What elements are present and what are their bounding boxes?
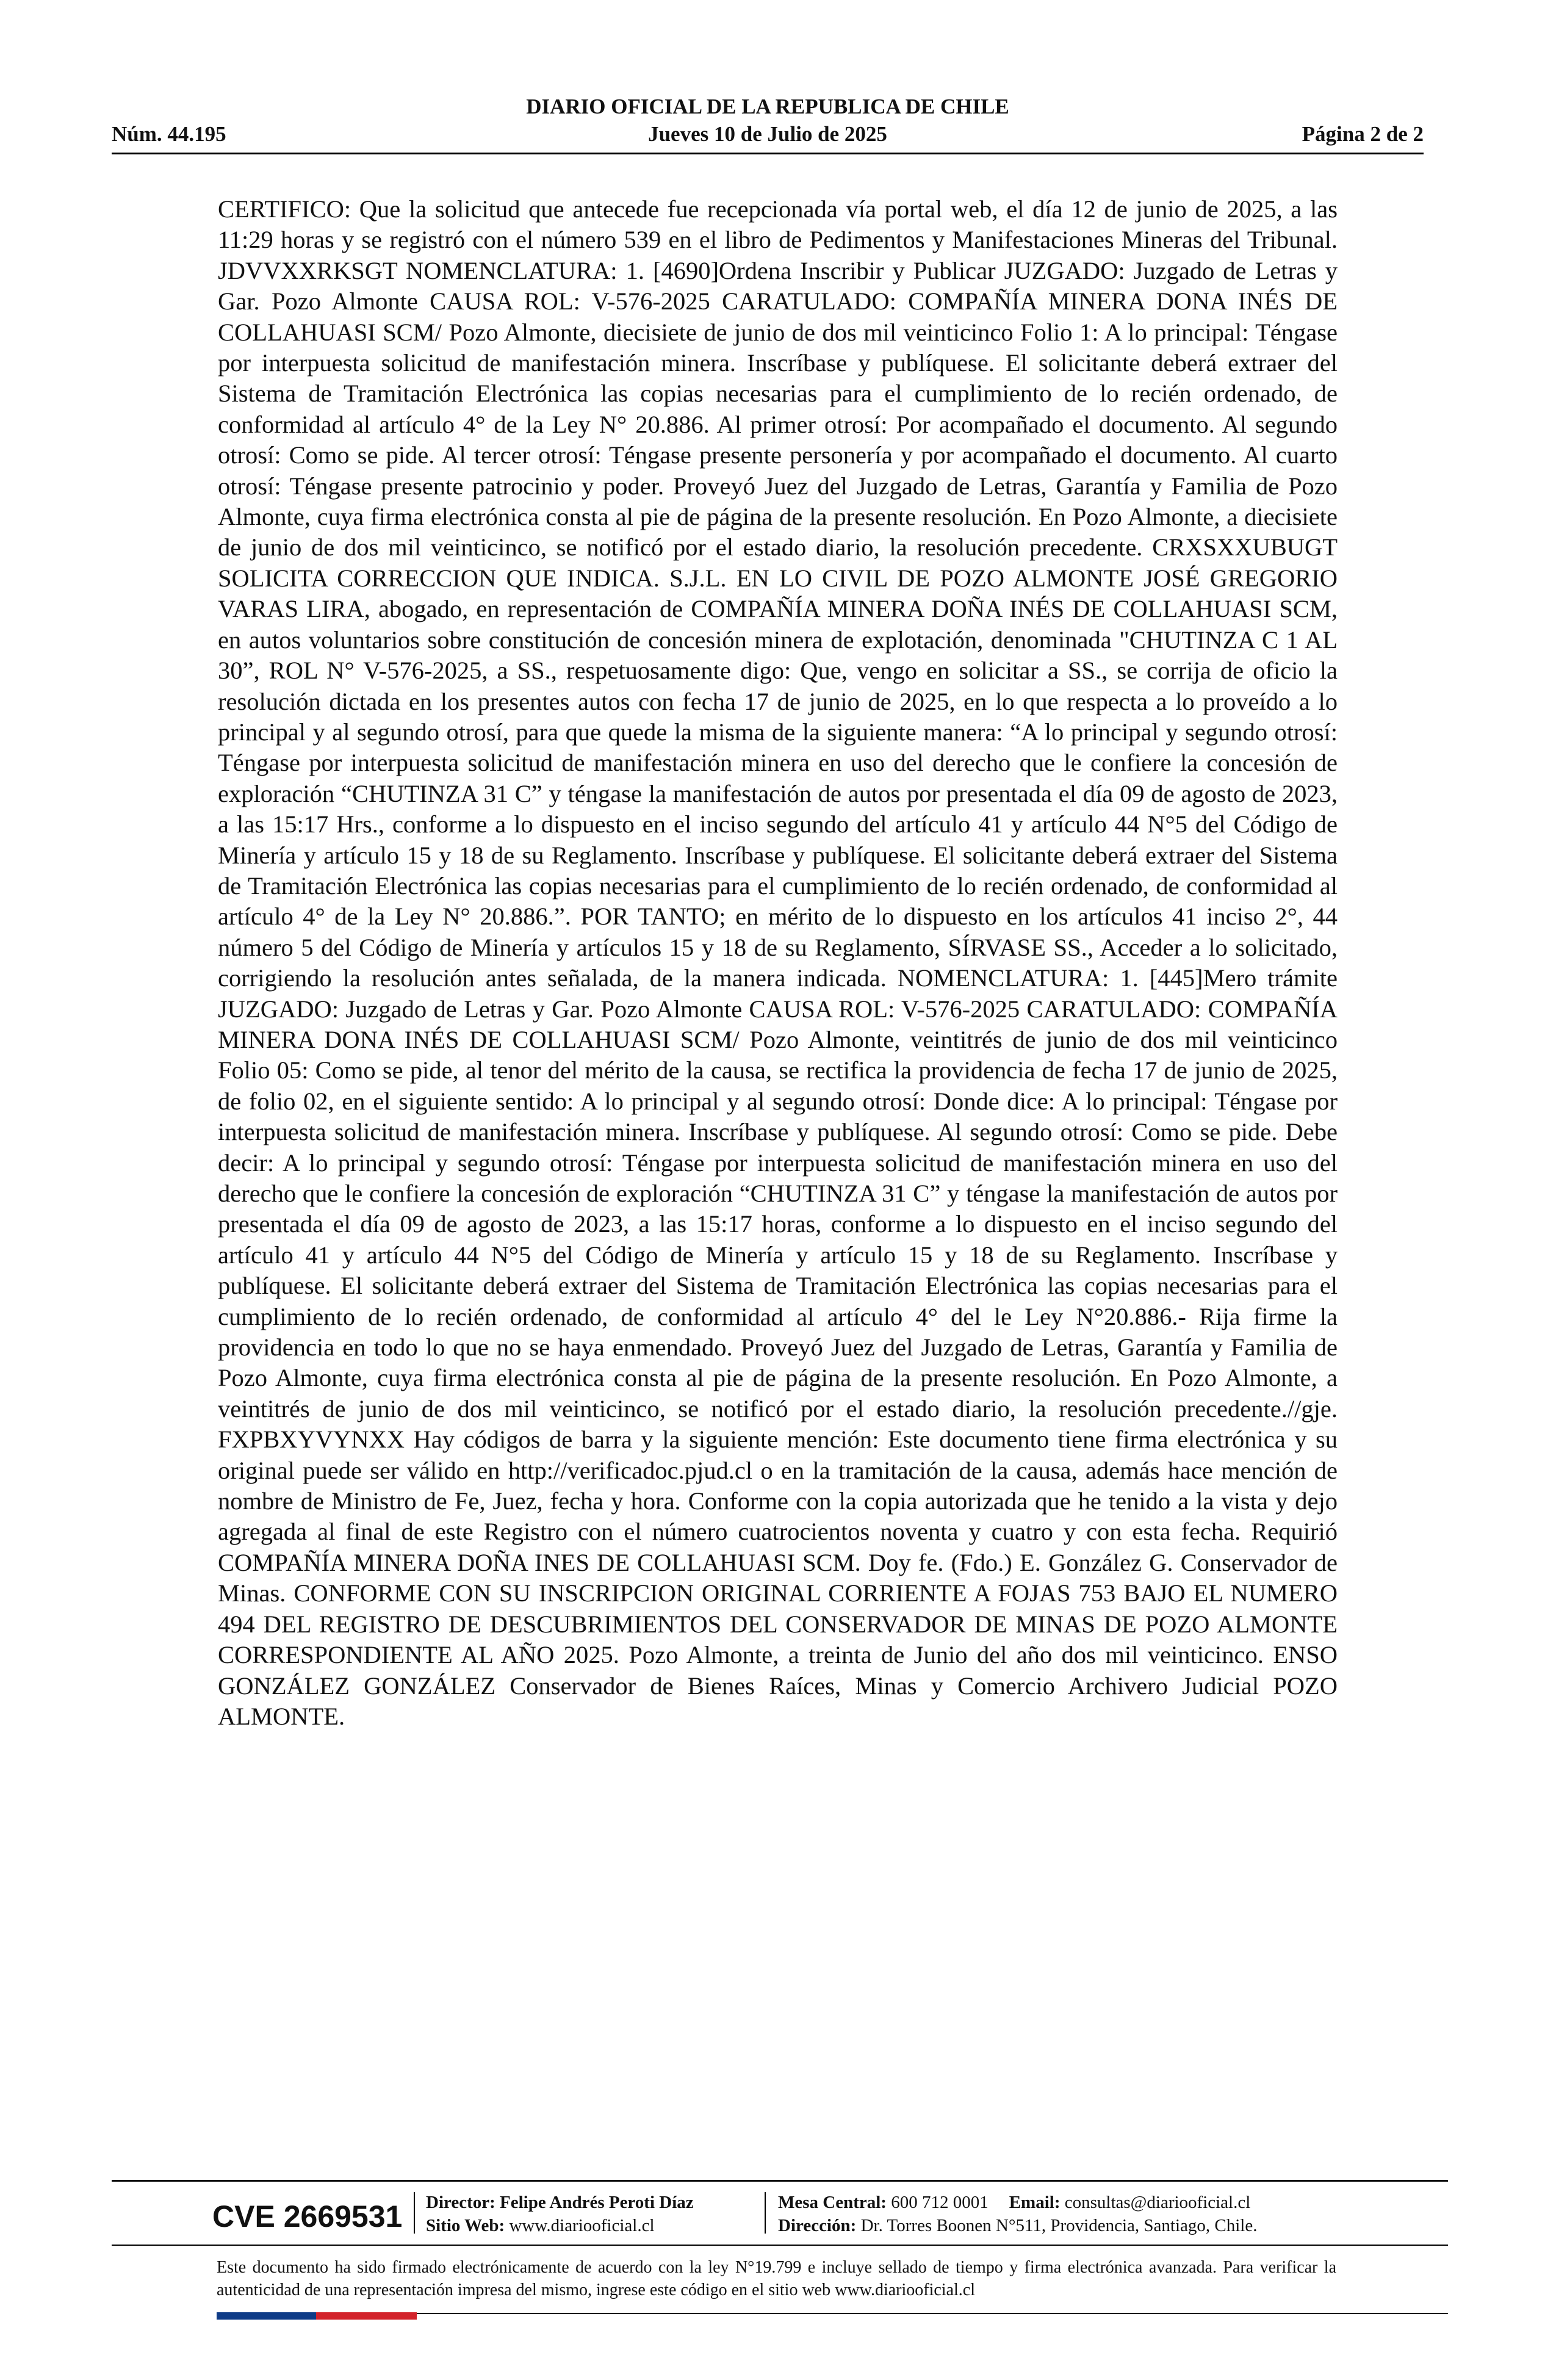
footer-director-block	[426, 2191, 694, 2237]
footer-middle-divider	[112, 2245, 1448, 2246]
newspaper-title: DIARIO OFICIAL DE LA REPUBLICA DE CHILE	[526, 95, 1009, 118]
brand-bar-red	[316, 2312, 417, 2320]
email-link[interactable]: consultas@diariooficial.cl	[1064, 2193, 1251, 2212]
footer-bottom-divider	[417, 2313, 1448, 2314]
director-label: Director:	[426, 2193, 495, 2212]
issue-date: Jueves 10 de Julio de 2025	[648, 122, 887, 146]
header-info-row	[112, 121, 1424, 147]
address-value: Dr. Torres Boonen N°511, Providencia, Santiago, Chile.	[860, 2216, 1258, 2235]
page-indicator: Página 2 de 2	[1302, 122, 1424, 146]
cve-code: CVE 2669531	[212, 2199, 403, 2234]
issue-number: Núm. 44.195	[112, 122, 226, 146]
phone-number: 600 712 0001	[891, 2193, 989, 2212]
website-label: Sitio Web:	[426, 2216, 505, 2235]
page-header	[112, 95, 1424, 156]
footer-separator	[414, 2192, 415, 2234]
footer-top-divider	[112, 2180, 1448, 2182]
page-footer	[112, 2180, 1448, 2363]
footer-separator	[765, 2192, 766, 2234]
website-link[interactable]: www.diariooficial.cl	[509, 2216, 655, 2235]
header-divider	[112, 153, 1424, 154]
address-label: Dirección:	[778, 2216, 857, 2235]
publication-body: CERTIFICO: Que la solicitud que antecede fue recepcionada vía portal web, el día 12 de junio de 2025, a las 11:29 horas y se registró con el número 539 en el libro de Pedimentos y Manifestaciones Mineras del Tribunal. JDVVXXRKSGT NOMENCLATURA: 1. [4690]Ordena Inscribir y Publicar JUZGADO: Juzgado de Letras y Gar. Pozo Almonte CAUSA ROL: V-576-2025 CARATULADO: COMPAÑÍA MINERA DONA INÉS DE COLLAHUASI SCM/ Pozo Almonte, diecisiete de junio de dos mil veinticinco Folio 1: A lo principal: Téngase por interpuesta solicitud de manifestación minera. Inscríbase y publíquese. El solicitante deberá extraer del Sistema de Tramitación Electrónica las copias necesarias para el cumplimiento de lo recién ordenado, de conformidad al artículo 4° de la Ley N° 20.886. Al primer otrosí: Por acompañado el documento. Al segundo otrosí: Como se pide. Al tercer otrosí: Téngase presente personería y por acompañado el documento. Al cuarto otrosí: Téngase presente patrocinio y poder. Proveyó Juez del Juzgado de Letras, Garantía y Familia de Pozo Almonte, cuya firma electrónica consta al pie de página de la presente resolución. En Pozo Almonte, a diecisiete de junio de dos mil veinticinco, se notificó por el estado diario, la resolución precedente. CRXSXXUBUGT SOLICITA CORRECCION QUE INDICA. S.J.L. EN LO CIVIL DE POZO ALMONTE JOSÉ GREGORIO VARAS LIRA, abogado, en representación de COMPAÑÍA MINERA DOÑA INÉS DE COLLAHUASI SCM, en autos voluntarios sobre constitución de concesión minera de explotación, denominada "CHUTINZA C 1 AL 30”, ROL N° V-576-2025, a SS., respetuosamente digo: Que, vengo en solicitar a SS., se corrija de oficio la resolución dictada en los presentes autos con fecha 17 de junio de 2025, en lo que respecta a lo proveído a lo principal y al segundo otrosí, para que quede la misma de la siguiente manera: “A lo principal y segundo otrosí: Téngase por interpuesta solicitud de manifestación minera en uso del derecho que le confiere la concesión de exploración “CHUTINZA 31 C” y téngase la manifestación de autos por presentada el día 09 de agosto de 2023, a las 15:17 Hrs., conforme a lo dispuesto en el inciso segundo del artículo 41 y artículo 44 N°5 del Código de Minería y artículo 15 y 18 de su Reglamento. Inscríbase y publíquese. El solicitante deberá extraer del Sistema de Tramitación Electrónica las copias necesarias para el cumplimiento de lo recién ordenado, de conformidad al artículo 4° de la Ley N° 20.886.”. POR TANTO; en mérito de lo dispuesto en los artículos 41 inciso 2°, 44 número 5 del Código de Minería y artículos 15 y 18 de su Reglamento, SÍRVASE SS., Acceder a lo solicitado, corrigiendo la resolución antes señalada, de la manera indicada. NOMENCLATURA: 1. [445]Mero trámite JUZGADO: Juzgado de Letras y Gar. Pozo Almonte CAUSA ROL: V-576-2025 CARATULADO: COMPAÑÍA MINERA DONA INÉS DE COLLAHUASI SCM/ Pozo Almonte, veintitrés de junio de dos mil veinticinco Folio 05: Como se pide, al tenor del mérito de la causa, se rectifica la providencia de fecha 17 de junio de 2025, de folio 02, en el siguiente sentido: A lo principal y al segundo otrosí: Donde dice: A lo principal: Téngase por interpuesta solicitud de manifestación minera. Inscríbase y publíquese. Al segundo otrosí: Como se pide. Debe decir: A lo principal y segundo otrosí: Téngase por interpuesta solicitud de manifestación minera en uso del derecho que le confiere la concesión de exploración “CHUTINZA 31 C” y téngase la manifestación de autos por presentada el día 09 de agosto de 2023, a las 15:17 horas, conforme a lo dispuesto en el inciso segundo del artículo 41 y artículo 44 N°5 del Código de Minería y artículo 15 y 18 de su Reglamento. Inscríbase y publíquese. El solicitante deberá extraer del Sistema de Tramitación Electrónica las copias necesarias para el cumplimiento de lo recién ordenado, de conformidad al artículo 4° del le Ley N°20.886.- Rija firme la providencia en todo lo que no se haya enmendado. Proveyó Juez del Juzgado de Letras, Garantía y Familia de Pozo Almonte, cuya firma electrónica consta al pie de página de la presente resolución. En Pozo Almonte, a veintitrés de junio de dos mil veinticinco, se notificó por el estado diario, la resolución precedente.//gje. FXPBXYVYNXX Hay códigos de barra y la siguiente mención: Este documento tiene firma electrónica y su original puede ser válido en http://verificadoc.pjud.cl o en la tramitación de la causa, además hace mención de nombre de Ministro de Fe, Juez, fecha y hora. Conforme con la copia autorizada que he tenido a la vista y dejo agregada al final de este Registro con el número cuatrocientos noventa y cuatro y con esta fecha. Requirió COMPAÑÍA MINERA DOÑA INES DE COLLAHUASI SCM. Doy fe. (Fdo.) E. González G. Conservador de Minas. CONFORME CON SU INSCRIPCION ORIGINAL CORRIENTE A FOJAS 753 BAJO EL NUMERO 494 DEL REGISTRO DE DESCUBRIMIENTOS DEL CONSERVADOR DE MINAS DE POZO ALMONTE CORRESPONDIENTE AL AÑO 2025. Pozo Almonte, a treinta de Junio del año dos mil veinticinco. ENSO GONZÁLEZ GONZÁLEZ Conservador de Bienes Raíces, Minas y Comercio Archivero Judicial POZO ALMONTE.	[218, 195, 1338, 1730]
signature-note: Este documento ha sido firmado electrónicamente de acuerdo con la ley N°19.799 e incluye sellado de tiempo y firma electrónica avanzada. Para verificar la autenticidad de una representación impresa del mismo, ingrese este código en el sitio web www.diariooficial.cl	[217, 2258, 1336, 2299]
director-name: Felipe Andrés Peroti Díaz	[500, 2193, 694, 2212]
brand-bar-blue	[217, 2312, 316, 2320]
email-label: Email:	[1009, 2193, 1061, 2212]
footer-contact-block	[778, 2191, 1257, 2237]
phone-label: Mesa Central:	[778, 2193, 887, 2212]
